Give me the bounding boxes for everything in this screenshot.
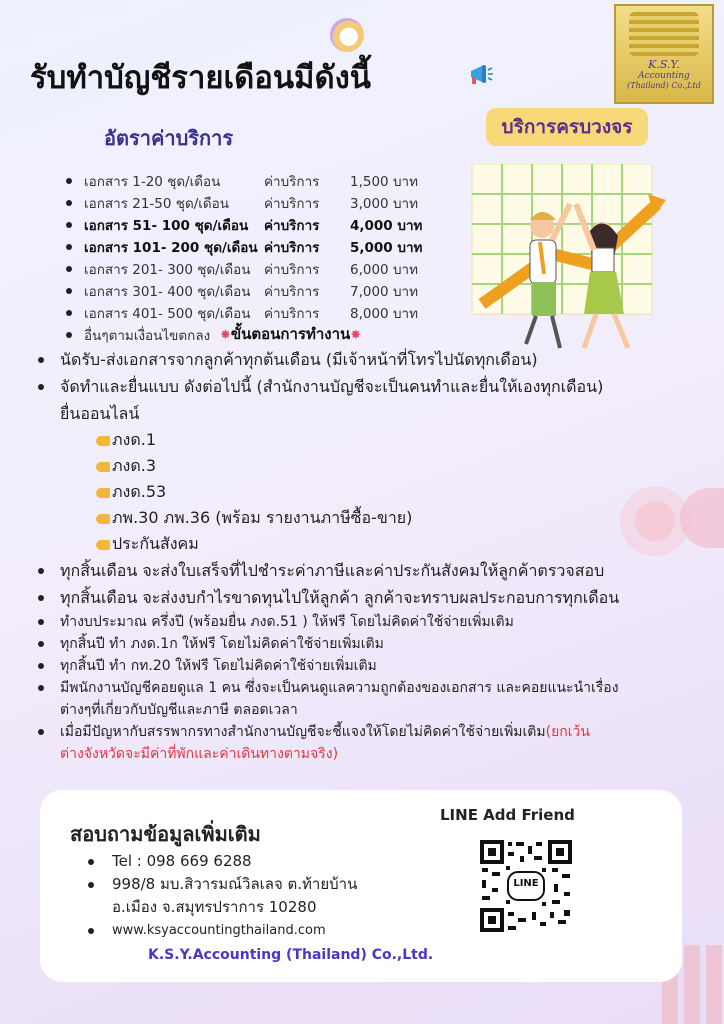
step-text: ทุกสิ้นปี ทำ ภงด.1ก ให้ฟรี โดยไม่คิดค่าใช้จ่ายเพิ่มเติม [60,636,384,652]
form-name: ภงด.53 [112,482,167,501]
price-doc: เอกสาร 51- 100 ชุด/เดือน [84,218,249,234]
bullet [66,310,72,316]
form-item [38,531,698,557]
sparkle-icon: ✸ [220,328,231,343]
step-text: ทุกสิ้นเดือน จะส่งงบกำไรขาดทุนไปให้ลูกค้า ลูกค้าจะทราบผลประกอบการทุกเดือน [60,588,620,607]
bullet [66,332,72,338]
list-item [38,633,698,655]
step-text: ยื่นออนไลน์ [60,404,140,423]
logo-text: Accounting [638,71,690,81]
form-item [38,505,698,531]
step-text: นัดรับ-ส่งเอกสารจากลูกค้าทุกต้นเดือน (มีเจ้าหน้าที่โทรไปนัดทุกเดือน) [60,350,538,369]
price-amount: 8,000 บาท [350,306,418,322]
price-doc: เอกสาร 21-50 ชุด/เดือน [84,196,229,212]
contact-phone[interactable] [88,850,357,873]
price-amount: 7,000 บาท [350,284,418,300]
list-item [38,557,698,584]
list-item [38,721,698,765]
form-item [38,427,698,453]
bullet [38,641,44,647]
step-exception: (ยกเว้น [545,724,590,740]
bullet [38,357,44,363]
phone-text: Tel : 098 669 6288 [112,852,252,870]
bullet [66,178,72,184]
price-amount: 1,500 บาท [350,174,418,190]
form-item [38,479,698,505]
list-item [38,611,698,633]
pointing-hand-icon [96,488,110,498]
bullet [38,663,44,669]
company-name: K.S.Y.Accounting (Thailand) Co.,Ltd. [148,947,434,963]
celebration-illustration [452,164,672,364]
contact-title: สอบถามข้อมูลเพิ่มเติม [70,822,261,846]
section-title: อัตราค่าบริการ [104,126,234,150]
step-text: เมื่อมีปัญหากับสรรพากรทางสำนักงานบัญชีจะชี้แจงให้โดยไม่คิดค่าใช้จ่ายเพิ่มเติม [60,724,546,740]
price-item [66,280,422,302]
price-amount: 3,000 บาท [350,196,418,212]
price-label: ค่าบริการ [264,196,320,212]
bullet [38,595,44,601]
price-item [66,214,422,236]
price-label: ค่าบริการ [264,218,320,234]
sparkle-icon: ✸ [350,328,362,343]
price-amount: 5,000 บาท [350,240,423,256]
contact-address [88,873,357,919]
step-text: มีพนักงานบัญชีคอยดูแล 1 คน ซึ่งจะเป็นคนดูแลความถูกต้องของเอกสาร และคอยแนะนำเรื่อง [60,680,619,696]
bullet [88,882,94,888]
form-item [38,453,698,479]
website-link[interactable]: www.ksyaccountingthailand.com [112,923,326,938]
price-doc: เอกสาร 201- 300 ชุด/เดือน [84,262,251,278]
pointing-hand-icon [96,540,110,550]
price-item [66,192,422,214]
bullet [88,928,94,934]
price-item [66,258,422,280]
list-item [38,373,698,427]
bullet [38,729,44,735]
pointing-hand-icon [96,436,110,446]
price-doc: เอกสาร 401- 500 ชุด/เดือน [84,306,251,322]
price-amount: 6,000 บาท [350,262,418,278]
pointing-hand-icon [96,462,110,472]
megaphone-icon [468,62,494,86]
bullet [66,266,72,272]
company-logo [614,4,714,104]
contact-list [88,850,357,942]
form-name: ภงด.3 [112,456,157,475]
price-label: ค่าบริการ [264,174,320,190]
bullet [38,384,44,390]
form-name: ประกันสังคม [112,534,199,553]
price-doc: เอกสาร 1-20 ชุด/เดือน [84,174,221,190]
form-name: ภงด.1 [112,430,157,449]
step-text: ทำงบประมาณ ครึ่งปี (พร้อมยื่น ภงด.51 ) ให้ฟรี โดยไม่คิดค่าใช้จ่ายเพิ่มเติม [60,614,514,630]
bullet [38,568,44,574]
price-amount: 4,000 บาท [350,218,423,234]
bullet [38,619,44,625]
address-text: 998/8 มบ.สิวารมณ์วิลเลจ ต.ท้ายบ้าน [112,875,358,893]
decorative-circle [330,18,364,52]
line-add-friend-label: LINE Add Friend [440,806,575,824]
step-exception: ต่างจังหวัดจะมีค่าที่พักและค่าเดินทางตามจริง) [60,746,339,762]
qr-line-label: LINE [513,878,539,889]
step-text: ทุกสิ้นปี ทำ กท.20 ให้ฟรี โดยไม่คิดค่าใช้จ่ายเพิ่มเติม [60,658,377,674]
price-list [66,170,422,346]
price-label: ค่าบริการ [264,262,320,278]
list-item [38,346,698,373]
step-text: จัดทำและยื่นแบบ ดังต่อไปนี้ (สำนักงานบัญชีจะเป็นคนทำและยื่นให้เองทุกเดือน) [60,377,604,396]
steps-list [38,346,698,765]
bullet [66,244,72,250]
coin-stack-icon [629,12,699,56]
step-text: ทุกสิ้นเดือน จะส่งใบเสร็จที่ไปชำระค่าภาษีและค่าประกันสังคมให้ลูกค้าตรวจสอบ [60,561,605,580]
step-text: ต่างๆที่เกี่ยวกับบัญชีและภาษี ตลอดเวลา [60,702,298,718]
price-label: ค่าบริการ [264,240,320,256]
price-item [66,236,422,258]
list-item [38,584,698,611]
price-doc: เอกสาร 301- 400 ชุด/เดือน [84,284,251,300]
page-title: รับทำบัญชีรายเดือนมีดังนี้ [30,60,371,96]
price-item [66,170,422,192]
pointing-hand-icon [96,514,110,524]
form-name: ภพ.30 ภพ.36 (พร้อม รายงานภาษีซื้อ-ขาย) [112,508,413,527]
bullet [66,288,72,294]
bullet [66,200,72,206]
service-badge: บริการครบวงจร [486,108,648,146]
bullet [66,222,72,228]
price-label: ค่าบริการ [264,284,320,300]
other-note: อื่นๆตามเงื่อนไขตกลง [84,328,211,344]
logo-text: K.S.Y. [648,58,680,71]
bullet [38,685,44,691]
bullet [88,859,94,865]
logo-text: (Thailand) Co.,Ltd [627,81,701,90]
list-item [38,677,698,721]
price-item [66,302,422,324]
price-label: ค่าบริการ [264,306,320,322]
steps-title [220,322,361,346]
contact-website[interactable] [88,919,357,942]
address-text: อ.เมือง จ.สมุทรปราการ 10280 [112,898,317,916]
list-item [38,655,698,677]
steps-title-text: ขั้นตอนการทำงาน [230,325,351,343]
price-doc: เอกสาร 101- 200 ชุด/เดือน [84,240,258,256]
